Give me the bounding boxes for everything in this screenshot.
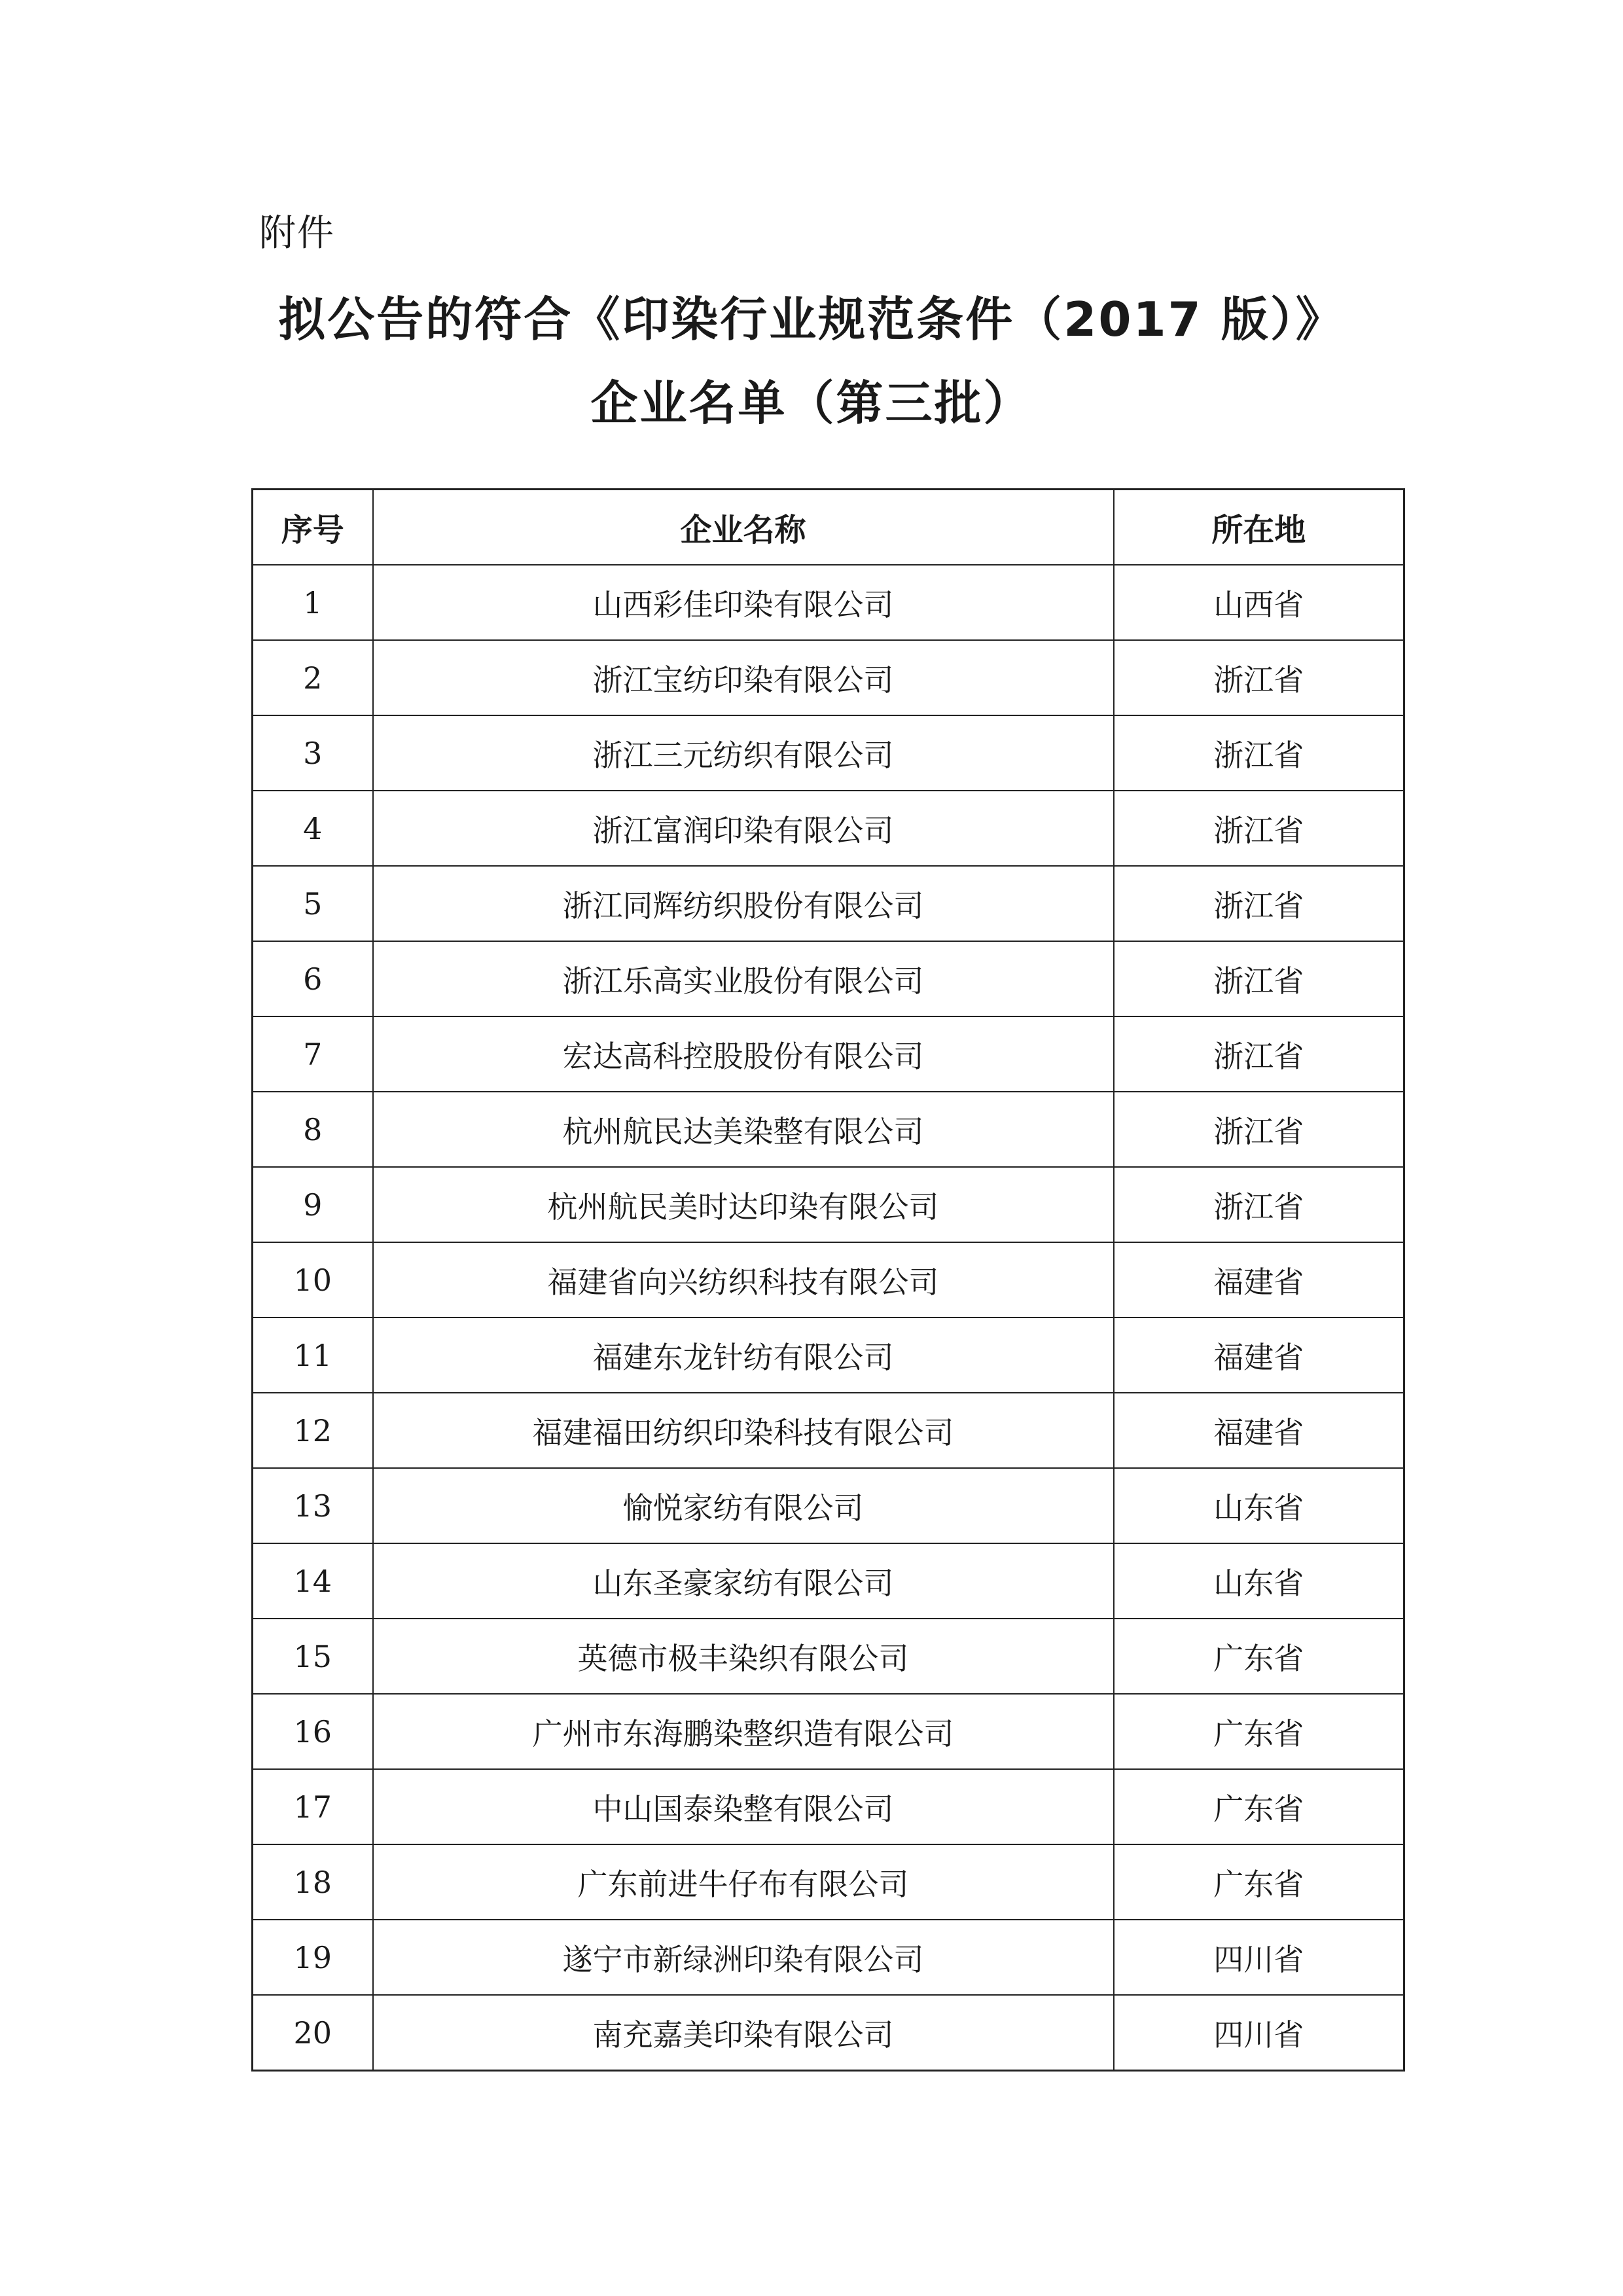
cell-location: 浙江省 [1114,1016,1404,1092]
header-enterprise-name: 企业名称 [373,490,1114,565]
cell-serial-number: 5 [253,866,373,941]
cell-serial-number: 4 [253,791,373,866]
table-row [253,1995,1404,2071]
header-location: 所在地 [1114,490,1404,565]
cell-serial-number: 3 [253,715,373,791]
document-title-line1: 拟公告的符合《印染行业规范条件（2017 版）》 [278,292,1345,347]
cell-serial-number: 10 [253,1242,373,1318]
cell-location: 四川省 [1114,1995,1404,2071]
document-title-line2: 企业名单（第三批） [590,376,1033,431]
cell-enterprise-name: 遂宁市新绿洲印染有限公司 [373,1920,1114,1995]
cell-serial-number: 20 [253,1995,373,2071]
table-row [253,1242,1404,1318]
cell-enterprise-name: 杭州航民达美染整有限公司 [373,1092,1114,1167]
cell-enterprise-name: 浙江乐高实业股份有限公司 [373,941,1114,1016]
cell-location: 广东省 [1114,1769,1404,1844]
table-row [253,565,1404,640]
cell-enterprise-name: 浙江宝纺印染有限公司 [373,640,1114,715]
cell-serial-number: 1 [253,565,373,640]
table-row [253,1920,1404,1995]
cell-enterprise-name: 浙江三元纺织有限公司 [373,715,1114,791]
cell-location: 浙江省 [1114,1092,1404,1167]
table-row [253,715,1404,791]
cell-serial-number: 8 [253,1092,373,1167]
table-row [253,1619,1404,1694]
cell-serial-number: 16 [253,1694,373,1769]
table-row [253,1694,1404,1769]
table-row [253,1844,1404,1920]
table-row [253,1543,1404,1619]
cell-location: 福建省 [1114,1242,1404,1318]
cell-enterprise-name: 杭州航民美时达印染有限公司 [373,1167,1114,1242]
cell-enterprise-name: 浙江同辉纺织股份有限公司 [373,866,1114,941]
cell-serial-number: 11 [253,1318,373,1393]
table-header-row [253,490,1404,565]
cell-enterprise-name: 宏达高科控股股份有限公司 [373,1016,1114,1092]
table-row [253,1468,1404,1543]
cell-location: 广东省 [1114,1694,1404,1769]
cell-enterprise-name: 福建省向兴纺织科技有限公司 [373,1242,1114,1318]
cell-location: 四川省 [1114,1920,1404,1995]
table-row [253,640,1404,715]
cell-enterprise-name: 福建福田纺织印染科技有限公司 [373,1393,1114,1468]
cell-enterprise-name: 山东圣豪家纺有限公司 [373,1543,1114,1619]
cell-enterprise-name: 广州市东海鹏染整织造有限公司 [373,1694,1114,1769]
cell-location: 山东省 [1114,1468,1404,1543]
cell-serial-number: 15 [253,1619,373,1694]
cell-location: 山东省 [1114,1543,1404,1619]
cell-serial-number: 19 [253,1920,373,1995]
cell-serial-number: 18 [253,1844,373,1920]
cell-location: 浙江省 [1114,640,1404,715]
cell-enterprise-name: 愉悦家纺有限公司 [373,1468,1114,1543]
cell-location: 浙江省 [1114,1167,1404,1242]
cell-serial-number: 7 [253,1016,373,1092]
cell-location: 福建省 [1114,1393,1404,1468]
cell-location: 广东省 [1114,1844,1404,1920]
table-row [253,1318,1404,1393]
cell-enterprise-name: 广东前进牛仔布有限公司 [373,1844,1114,1920]
attachment-label: 附件 [259,212,335,255]
cell-location: 山西省 [1114,565,1404,640]
table-row [253,866,1404,941]
cell-enterprise-name: 中山国泰染整有限公司 [373,1769,1114,1844]
table-row [253,1167,1404,1242]
header-serial-number: 序号 [253,490,373,565]
cell-serial-number: 2 [253,640,373,715]
cell-enterprise-name: 浙江富润印染有限公司 [373,791,1114,866]
table-row [253,791,1404,866]
cell-location: 浙江省 [1114,941,1404,1016]
table-row [253,1016,1404,1092]
table-row [253,1393,1404,1468]
cell-location: 浙江省 [1114,866,1404,941]
cell-location: 浙江省 [1114,791,1404,866]
cell-location: 广东省 [1114,1619,1404,1694]
table-row [253,941,1404,1016]
cell-enterprise-name: 南充嘉美印染有限公司 [373,1995,1114,2071]
cell-location: 福建省 [1114,1318,1404,1393]
table-row [253,1092,1404,1167]
cell-serial-number: 13 [253,1468,373,1543]
cell-serial-number: 12 [253,1393,373,1468]
enterprise-list-table [251,488,1405,2072]
cell-serial-number: 6 [253,941,373,1016]
cell-serial-number: 17 [253,1769,373,1844]
cell-serial-number: 9 [253,1167,373,1242]
cell-enterprise-name: 山西彩佳印染有限公司 [373,565,1114,640]
table-row [253,1769,1404,1844]
cell-serial-number: 14 [253,1543,373,1619]
cell-enterprise-name: 福建东龙针纺有限公司 [373,1318,1114,1393]
cell-location: 浙江省 [1114,715,1404,791]
cell-enterprise-name: 英德市极丰染织有限公司 [373,1619,1114,1694]
